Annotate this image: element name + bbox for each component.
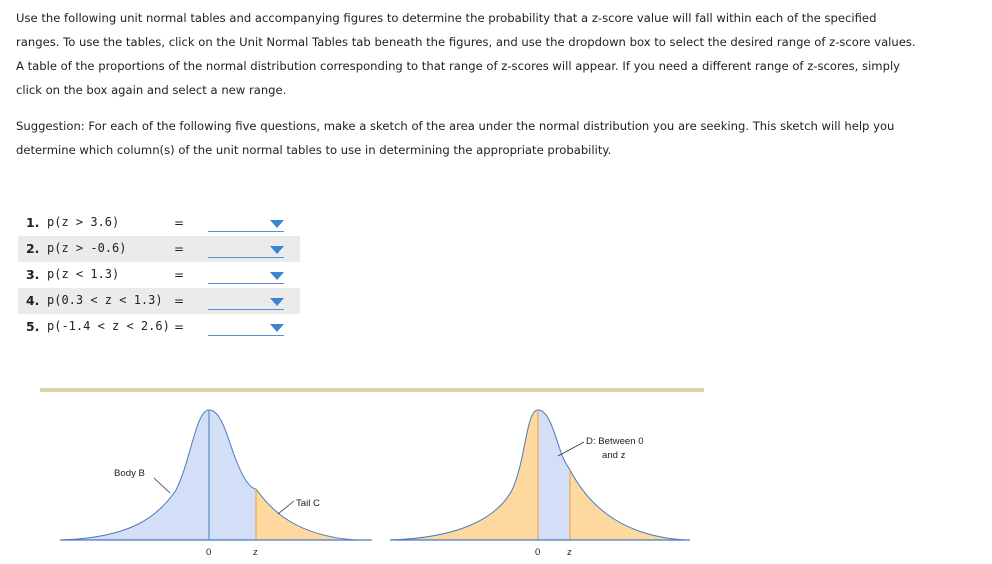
between-figure xyxy=(386,400,696,560)
answer-dropdown-4[interactable] xyxy=(208,292,284,310)
instructions-paragraph-2: Suggestion: For each of the following five questions, make a sketch of the area under the normal distribution you are seeking. This sketch will help you determine which column(s) of the unit normal tables to use in determining the appropriate probability. xyxy=(16,119,895,157)
question-row-2 xyxy=(18,236,300,262)
question-row-3 xyxy=(18,262,300,288)
question-expression: p(z > 3.6) xyxy=(47,215,120,229)
question-row-4 xyxy=(18,288,300,314)
question-number: 5. xyxy=(26,319,40,334)
dropdown-arrow-icon[interactable] xyxy=(270,246,284,254)
figure-divider xyxy=(40,388,704,392)
question-expression: p(0.3 < z < 1.3) xyxy=(47,293,163,307)
z-tick-label: z xyxy=(567,547,572,558)
question-number: 3. xyxy=(26,267,40,282)
question-expression: p(z < 1.3) xyxy=(47,267,120,281)
question-row-5 xyxy=(18,314,300,340)
equals-sign: = xyxy=(174,242,185,256)
dropdown-arrow-icon[interactable] xyxy=(270,272,284,280)
question-number: 1. xyxy=(26,215,40,230)
z-tick-label: z xyxy=(253,547,258,558)
body-tail-figure xyxy=(56,400,376,560)
answer-dropdown-2[interactable] xyxy=(208,240,284,258)
dropdown-arrow-icon[interactable] xyxy=(270,298,284,306)
answer-dropdown-5[interactable] xyxy=(208,318,284,336)
between-label-line2: and z xyxy=(602,450,626,461)
body-pointer xyxy=(154,478,170,493)
question-number: 4. xyxy=(26,293,40,308)
tail-area xyxy=(256,489,356,540)
answer-dropdown-3[interactable] xyxy=(208,266,284,284)
zero-tick-label: 0 xyxy=(535,547,541,558)
tail-pointer xyxy=(278,501,294,514)
answer-dropdown-1[interactable] xyxy=(208,214,284,232)
equals-sign: = xyxy=(174,216,185,230)
equals-sign: = xyxy=(174,320,185,334)
body-label: Body B xyxy=(114,468,145,479)
dropdown-arrow-icon[interactable] xyxy=(270,220,284,228)
tail-label: Tail C xyxy=(296,498,320,509)
question-table xyxy=(18,210,300,340)
equals-sign: = xyxy=(174,268,185,282)
left-tail-area xyxy=(390,410,538,540)
dropdown-arrow-icon[interactable] xyxy=(270,324,284,332)
zero-tick-label: 0 xyxy=(206,547,212,558)
question-row-1 xyxy=(18,210,300,236)
instructions-paragraph-1: Use the following unit normal tables and accompanying figures to determine the probability that a z-score value will fall within each of the specified ranges. To use the tables, click on the Unit Normal Tables tab beneath the figures, and use the dropdown box to select the desired range of z-score values. A table of the proportions of the normal distribution corresponding to that range of z-scores will appear. If you need a different range of z-scores, simply click on the box again and select a new range. xyxy=(16,11,916,97)
between-area xyxy=(538,410,570,540)
between-pointer xyxy=(558,442,584,456)
right-tail-area xyxy=(570,470,686,540)
body-area-right xyxy=(209,410,256,540)
between-label-line1: D: Between 0 xyxy=(586,436,644,447)
equals-sign: = xyxy=(174,294,185,308)
question-number: 2. xyxy=(26,241,40,256)
question-expression: p(z > -0.6) xyxy=(47,241,127,255)
question-expression: p(-1.4 < z < 2.6) xyxy=(47,319,170,333)
